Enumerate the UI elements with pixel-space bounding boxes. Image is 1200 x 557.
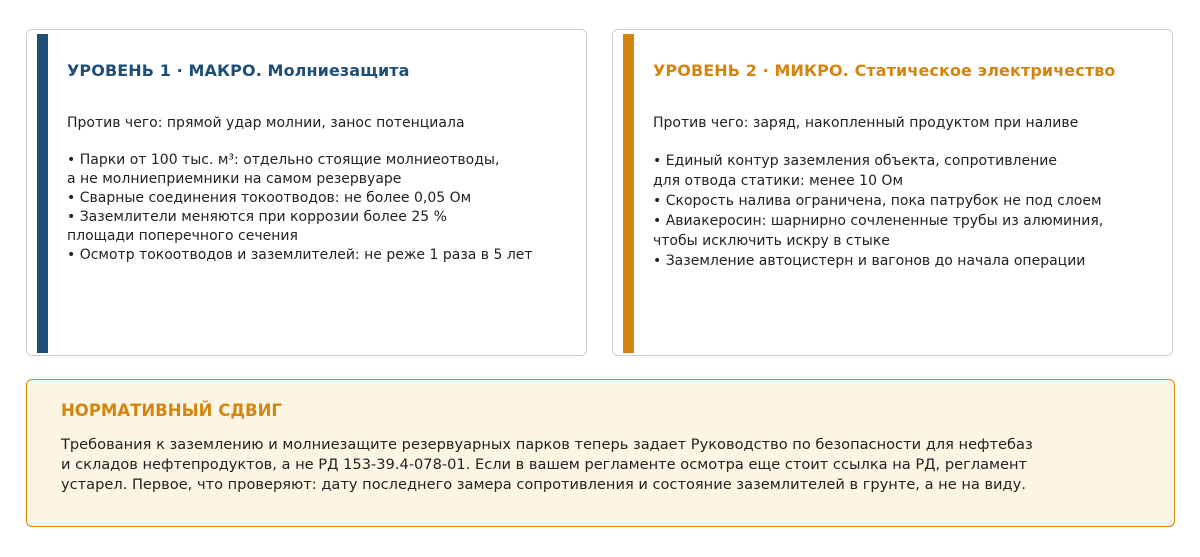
level1-bullet: • Заземлители меняются при коррозии более 25 % площади поперечного сечения bbox=[67, 209, 447, 244]
level2-accent-bar bbox=[623, 34, 634, 353]
level2-bullet: • Единый контур заземления объекта, сопротивление для отвода статики: менее 10 Ом bbox=[653, 153, 1057, 189]
level1-bullet: • Сварные соединения токоотводов: не более 0,05 Ом bbox=[67, 190, 472, 206]
level2-bullet: • Заземление автоцистерн и вагонов до начала операции bbox=[653, 253, 1086, 269]
level2-bullet: • Скорость налива ограничена, пока патрубок не под слоем bbox=[653, 193, 1102, 209]
level1-against: Против чего: прямой удар молнии, занос потенциала bbox=[67, 115, 465, 131]
level1-card bbox=[26, 29, 587, 356]
level1-bullet-list bbox=[67, 151, 533, 265]
level2-against: Против чего: заряд, накопленный продуктом при наливе bbox=[653, 115, 1079, 131]
level2-bullet-list bbox=[653, 151, 1103, 271]
level1-title: УРОВЕНЬ 1 · МАКРО. Молниезащита bbox=[67, 61, 410, 80]
note-title: НОРМАТИВНЫЙ СДВИГ bbox=[61, 401, 282, 420]
level1-bullet: • Осмотр токоотводов и заземлителей: не реже 1 раза в 5 лет bbox=[67, 247, 533, 263]
level2-card bbox=[612, 29, 1173, 356]
level1-bullet: • Парки от 100 тыс. м³: отдельно стоящие молниеотводы, а не молниеприемники на самом резервуаре bbox=[67, 152, 500, 187]
note-text: Требования к заземлению и молниезащите резервуарных парков теперь задает Руководство по безопасности для нефтебаз и складов нефтепродуктов, а не РД 153-39.4-078-01. Если в вашем регламенте осмотра еще стоит ссылка на РД, регламент устарел. Первое, что проверяют: дату последнего замера сопротивления и состояние заземлителей в грунте, а не на виду. bbox=[61, 436, 1033, 493]
level2-bullet: • Авиакеросин: шарнирно сочлененные трубы из алюминия, чтобы исключить искру в стыке bbox=[653, 213, 1104, 249]
regulatory-shift-note bbox=[26, 379, 1175, 527]
level2-title: УРОВЕНЬ 2 · МИКРО. Статическое электричество bbox=[653, 61, 1116, 80]
level1-accent-bar bbox=[37, 34, 48, 353]
